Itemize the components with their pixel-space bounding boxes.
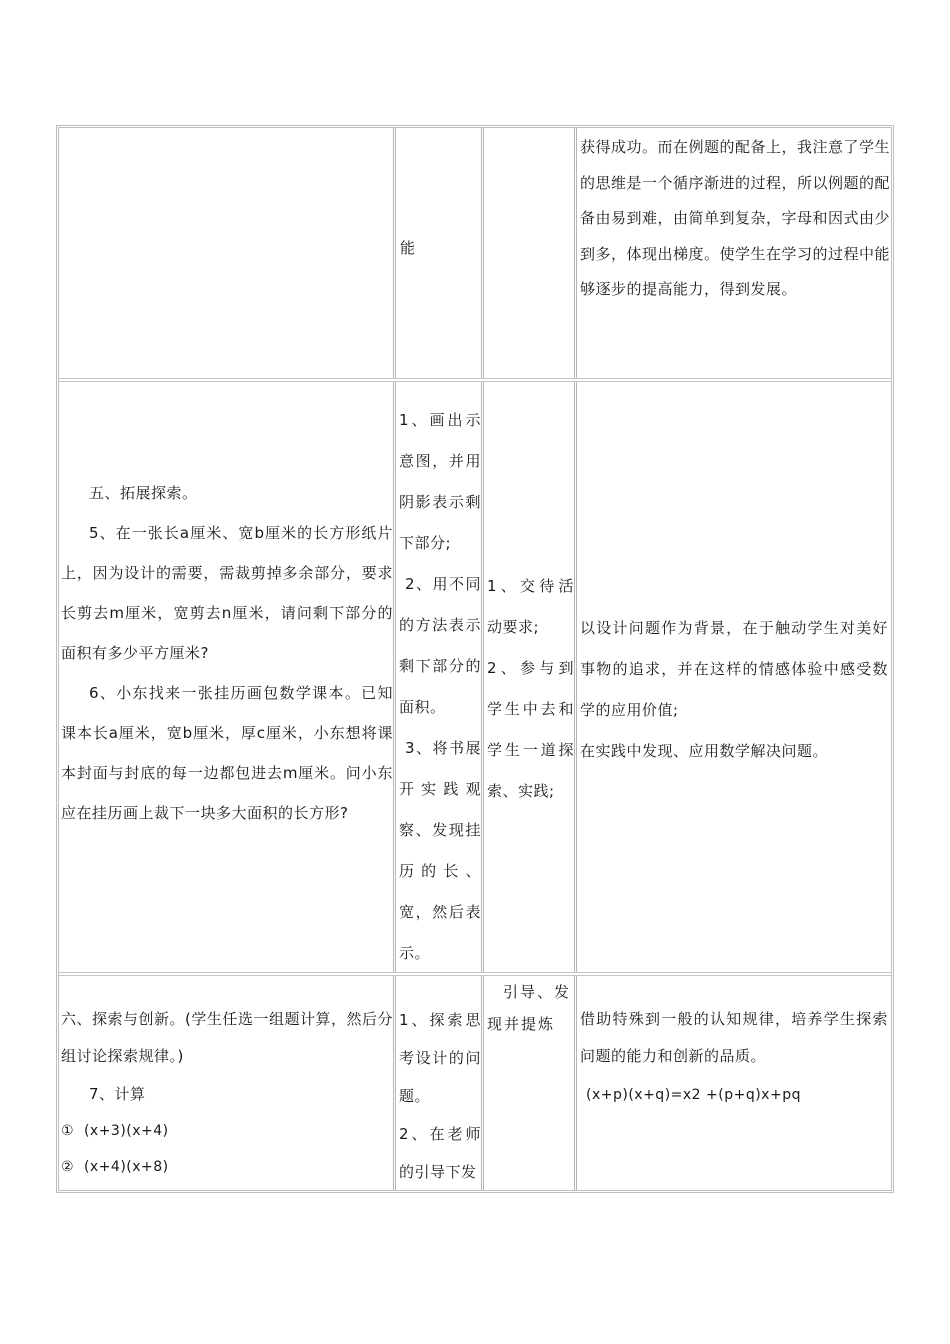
cell-text: 能	[400, 239, 416, 257]
column-divider	[481, 976, 484, 1190]
cell-text: 借助特殊到一般的认知规律，培养学生探索问题的能力和创新的品质。	[580, 1010, 888, 1065]
table-cell-activity	[397, 382, 483, 972]
cell-text: 7、计算	[89, 1085, 146, 1103]
table-cell-teacher	[485, 128, 576, 378]
column-divider	[393, 382, 396, 972]
table-cell-intent	[578, 128, 890, 378]
cell-text: 1、交待活动要求;	[487, 577, 574, 636]
cell-text: 2、在老师的引导下发	[399, 1125, 481, 1181]
table-row	[59, 976, 891, 1190]
expression-1: ① (x+3)(x+4)	[61, 1123, 169, 1139]
column-divider	[574, 976, 577, 1190]
table-cell-teacher	[485, 382, 576, 972]
table-cell-intent	[578, 976, 890, 1190]
expression-2: ② (x+4)(x+8)	[61, 1159, 169, 1175]
cell-text: 获得成功。而在例题的配备上，我注意了学生的思维是一个循序渐进的过程，所以例题的配备由易到难，由简单到复杂，字母和因式由少到多，体现出梯度。使学生在学习的过程中能够逐步的提高能力，得到发展。	[580, 138, 890, 298]
column-divider	[393, 128, 396, 378]
table-cell-activity	[397, 976, 483, 1190]
table-cell-content	[59, 128, 395, 378]
formula: (x+p)(x+q)=x2 +(p+q)x+pq	[586, 1087, 801, 1103]
column-divider	[393, 976, 396, 1190]
column-divider	[481, 382, 484, 972]
table-cell-intent	[578, 382, 890, 972]
column-divider	[481, 128, 484, 378]
section-heading: 五、拓展探索。	[89, 484, 198, 502]
lesson-plan-table	[56, 125, 894, 1193]
column-divider	[574, 128, 577, 378]
table-cell-activity	[397, 128, 483, 378]
table-cell-teacher	[485, 976, 576, 1190]
cell-text: 1、画出示意图，并用阴影表示剩下部分;	[399, 411, 481, 552]
cell-text: 3、将书展开实践观察、发现挂历的长、宽，然后表示。	[399, 739, 481, 962]
table-cell-content	[59, 382, 395, 972]
cell-text: 以设计问题作为背景，在于触动学生对美好事物的追求，并在这样的情感体验中感受数学的应用价值;	[580, 619, 888, 719]
cell-text: 2、参与到学生中去和学生一道探索、实践;	[487, 659, 574, 800]
table-row	[59, 382, 891, 976]
table-cell-content	[59, 976, 395, 1190]
section-heading: 六、探索与创新。(学生任选一组题计算，然后分组讨论探索规律。)	[61, 1010, 393, 1065]
column-divider	[574, 382, 577, 972]
cell-text: 引导、发现并提炼	[487, 983, 572, 1033]
cell-text: 1、探索思考设计的问题。	[399, 1011, 481, 1105]
cell-text: 2、用不同的方法表示剩下部分的面积。	[399, 575, 481, 716]
cell-text: 在实践中发现、应用数学解决问题。	[580, 742, 829, 760]
cell-text: 6、小东找来一张挂历画包数学课本。已知课本长a厘米，宽b厘米，厚c厘米，小东想将课本封面与封底的每一边都包进去m厘米。问小东应在挂历画上裁下一块多大面积的长方形?	[61, 684, 393, 822]
cell-text: 5、在一张长a厘米、宽b厘米的长方形纸片上，因为设计的需要，需裁剪掉多余部分，要求长剪去m厘米，宽剪去n厘米，请问剩下部分的面积有多少平方厘米?	[61, 524, 393, 662]
table-row	[59, 128, 891, 382]
